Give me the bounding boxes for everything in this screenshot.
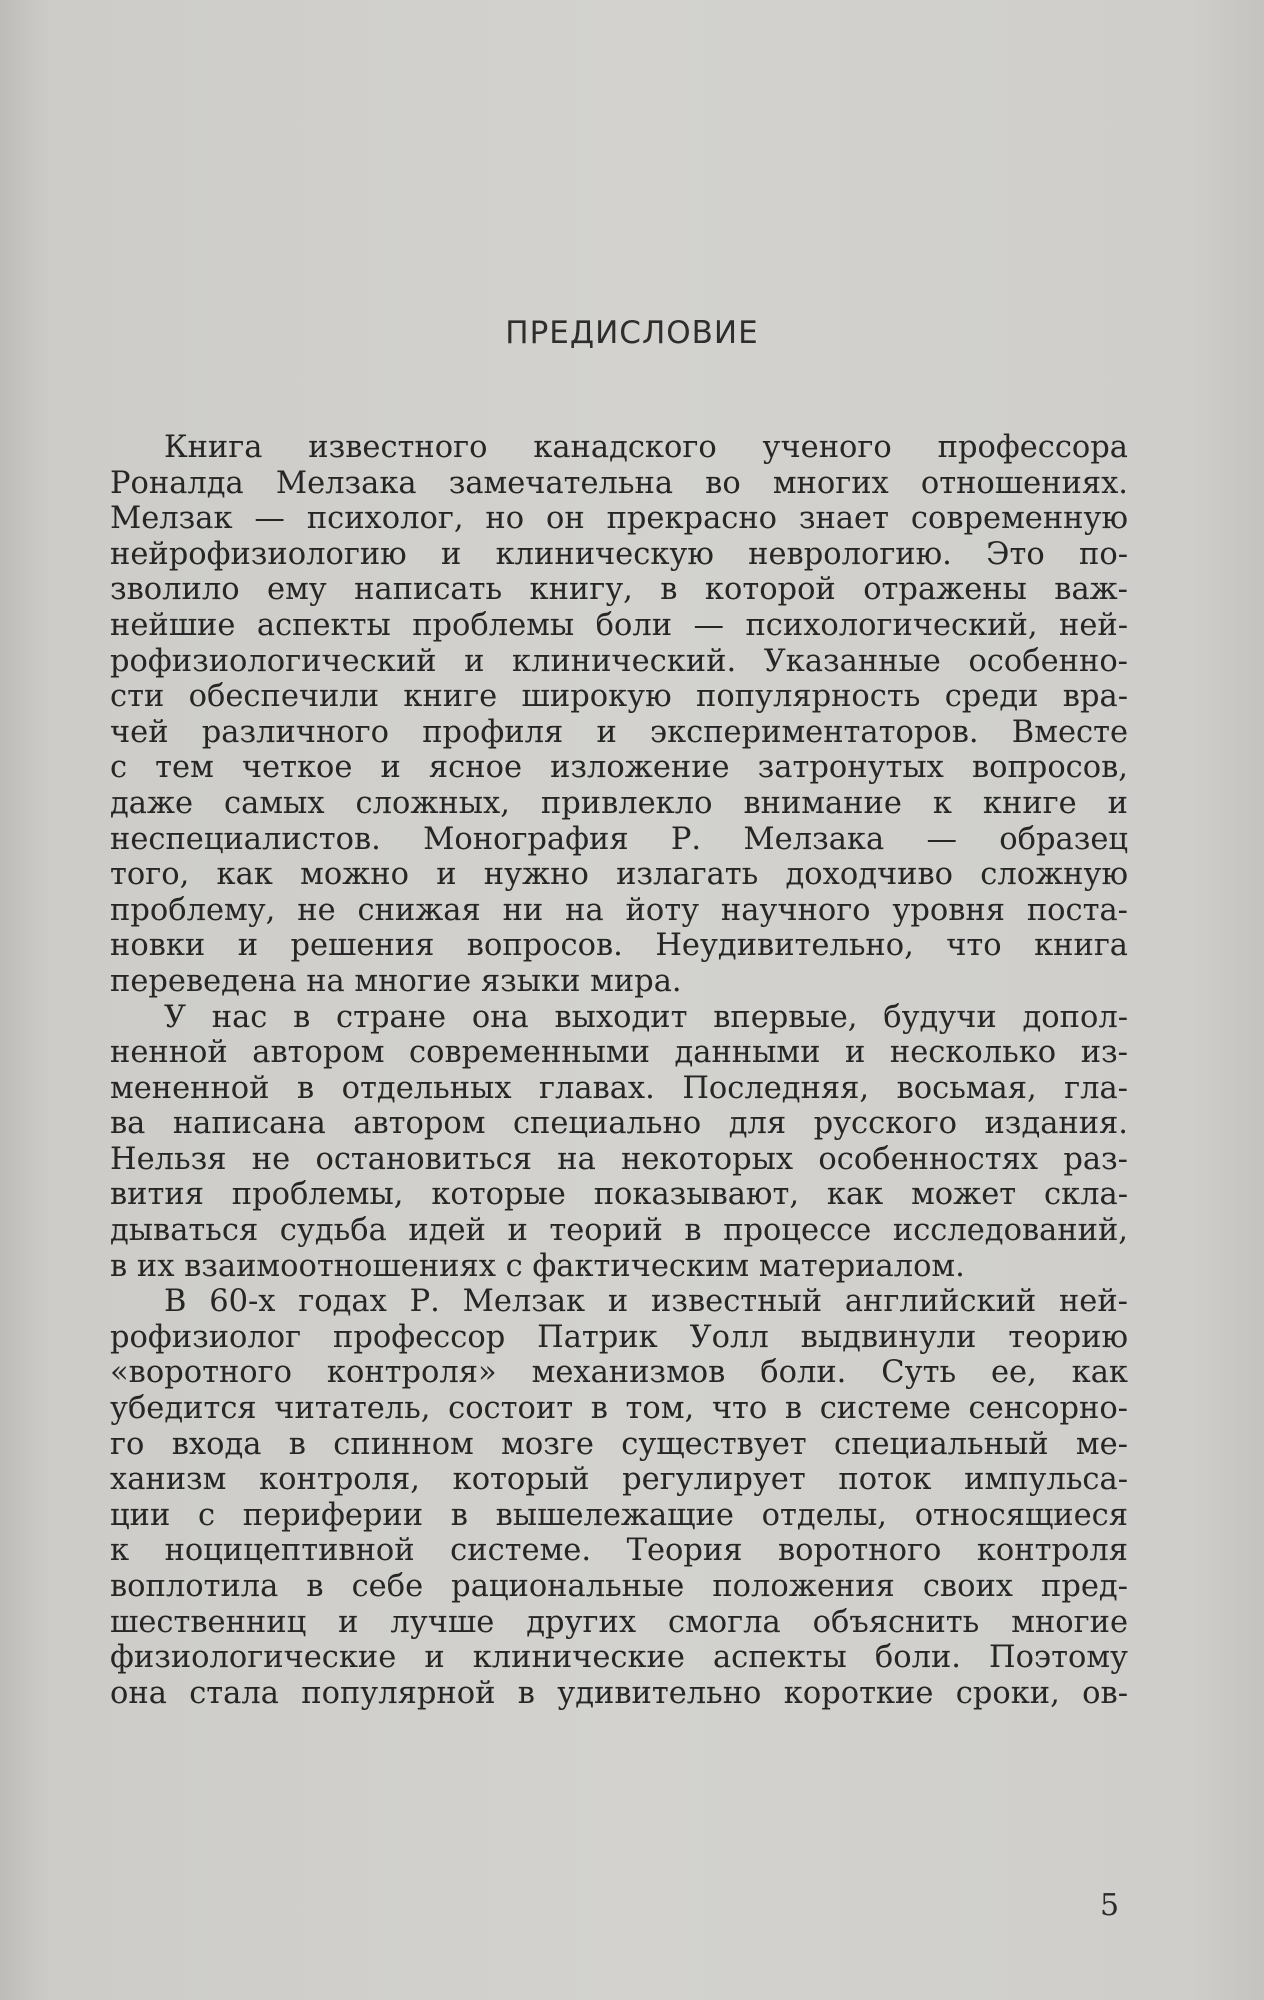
- text-line: дываться судьба идей и теорий в процессе исследований,: [110, 1213, 1128, 1249]
- text-line: Книга известного канадского ученого профессора: [164, 430, 1128, 465]
- text-line: ханизм контроля, который регулирует поток импульса-: [110, 1462, 1128, 1498]
- text-line: даже самых сложных, привлекло внимание к книге и: [110, 785, 1128, 821]
- text-line: В 60-х годах Р. Мелзак и известный английский ней-: [164, 1284, 1128, 1320]
- text-line: убедится читатель, состоит в том, что в системе сенсорно-: [110, 1391, 1128, 1427]
- text-line: к ноцицептивной системе. Теория воротного контроля: [110, 1533, 1128, 1569]
- page-title: ПРЕДИСЛОВИЕ: [505, 315, 759, 351]
- text-line: шественниц и лучше других смогла объяснить многие: [110, 1604, 1128, 1640]
- text-line: переведена на многие языки мира.: [110, 963, 682, 999]
- text-line: Роналда Мелзака замечательна во многих отношениях.: [110, 465, 1128, 501]
- text-line: рофизиологический и клинический. Указанные особенно-: [110, 643, 1128, 679]
- text-line: с тем четкое и ясное изложение затронутых вопросов,: [110, 750, 1128, 786]
- text-line: новки и решения вопросов. Неудивительно, что книга: [110, 928, 1128, 964]
- text-line: вития проблемы, которые показывают, как может скла-: [110, 1177, 1128, 1213]
- preface-body: [110, 430, 1128, 1711]
- text-line: нейрофизиологию и клиническую неврологию. Это по-: [110, 536, 1128, 572]
- text-line: го входа в спинном мозге существует специальный ме-: [110, 1426, 1128, 1462]
- text-line: У нас в стране она выходит впервые, будучи допол-: [164, 999, 1128, 1035]
- text-line: физиологические и клинические аспекты боли. Поэтому: [110, 1640, 1128, 1676]
- text-line: она стала популярной в удивительно короткие сроки, ов-: [110, 1675, 1128, 1711]
- text-line: проблему, не снижая ни на йоту научного уровня поста-: [110, 892, 1128, 928]
- text-line: мененной в отдельных главах. Последняя, восьмая, гла-: [110, 1070, 1128, 1106]
- text-line: в их взаимоотношениях с фактическим материалом.: [110, 1248, 965, 1284]
- text-line: неспециалистов. Монография Р. Мелзака — образец: [110, 821, 1128, 857]
- text-line: ненной автором современными данными и несколько из-: [110, 1035, 1128, 1071]
- text-line: ции с периферии в вышележащие отделы, относящиеся: [110, 1497, 1128, 1533]
- text-line: Нельзя не остановиться на некоторых особенностях раз-: [110, 1141, 1128, 1177]
- text-line: зволило ему написать книгу, в которой отражены важ-: [110, 572, 1128, 608]
- text-line: воплотила в себе рациональные положения своих пред-: [110, 1569, 1128, 1604]
- text-line: чей различного профиля и экспериментаторов. Вместе: [110, 714, 1128, 750]
- page-number: 5: [1100, 1888, 1120, 1923]
- text-line: Мелзак — психолог, но он прекрасно знает современную: [110, 501, 1128, 537]
- text-line: рофизиолог профессор Патрик Уолл выдвинули теорию: [110, 1319, 1128, 1355]
- text-line: того, как можно и нужно излагать доходчиво сложную: [110, 857, 1128, 893]
- text-line: нейшие аспекты проблемы боли — психологический, ней-: [110, 607, 1128, 643]
- text-line: «воротного контроля» механизмов боли. Суть ее, как: [110, 1355, 1128, 1391]
- text-line: сти обеспечили книге широкую популярность среди вра-: [110, 679, 1128, 715]
- text-line: ва написана автором специально для русского издания.: [110, 1106, 1128, 1142]
